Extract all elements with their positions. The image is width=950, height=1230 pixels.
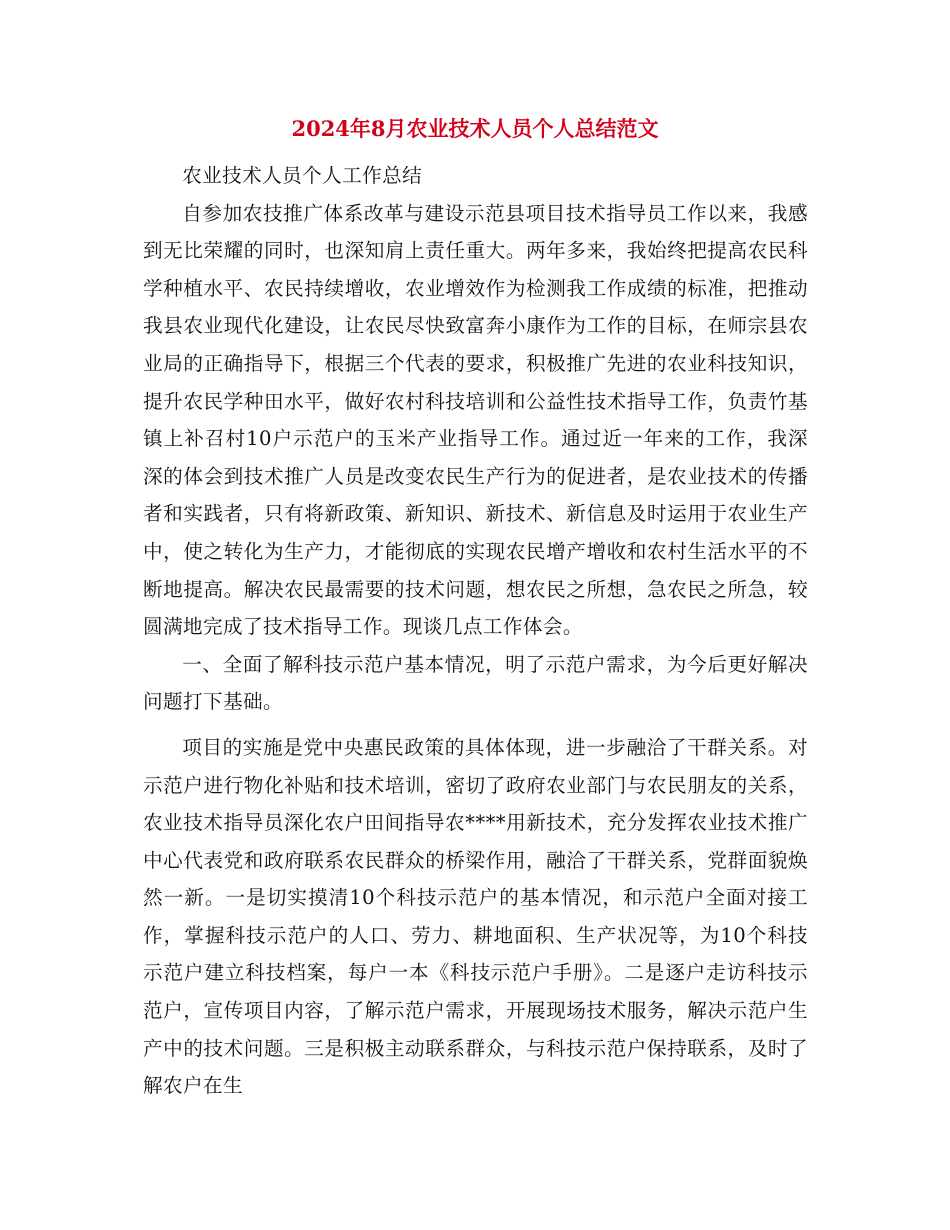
paragraph-spacer	[143, 721, 808, 729]
document-body	[143, 157, 808, 1105]
section-heading-1: 一、全面了解科技示范户基本情况，明了示范户需求，为今后更好解决问题打下基础。	[143, 652, 808, 714]
document-subtitle: 农业技术人员个人工作总结	[182, 164, 423, 187]
document-title: 2024年8月农业技术人员个人总结范文	[291, 116, 659, 141]
paragraph-section-1: 项目的实施是党中央惠民政策的具体体现，进一步融洽了干群关系。对示范户进行物化补贴和技术培训，密切了政府农业部门与农民朋友的关系，农业技术指导员深化农户田间指导农****用新技术，充分发挥农业技术推广中心代表党和政府联系农民群众的桥梁作用，融洽了干群关系，党群面貌焕然一新。一是切实摸清10个科技示范户的基本情况，和示范户全面对接工作，掌握科技示范户的人口、劳力、耕地面积、生产状况等，为10个科技示范户建立科技档案，每户一本《科技示范户手册》。二是逐户走访科技示范户，宣传项目内容，了解示范户需求，开展现场技术服务，解决示范户生产中的技术问题。三是积极主动联系群众，与科技示范户保持联系，及时了解农户在生	[143, 735, 808, 1098]
paragraph-intro: 自参加农技推广体系改革与建设示范县项目技术指导员工作以来，我感到无比荣耀的同时，也深知肩上责任重大。两年多来，我始终把提高农民科学种植水平、农民持续增收，农业增效作为检测我工作成绩的标准，把推动我县农业现代化建设，让农民尽快致富奔小康作为工作的目标，在师宗县农业局的正确指导下，根据三个代表的要求，积极推广先进的农业科技知识，提升农民学种田水平，做好农村科技培训和公益性技术指导工作，负责竹基镇上补召村10户示范户的玉米产业指导工作。通过近一年来的工作，我深深的体会到技术推广人员是改变农民生产行为的促进者，是农业技术的传播者和实践者，只有将新政策、新知识、新技术、新信息及时运用于农业生产中，使之转化为生产力，才能彻底的实现农民增产增收和农村生活水平的不断地提高。解决农民最需要的技术问题，想农民之所想，急农民之所急，较圆满地完成了技术指导工作。现谈几点工作体会。	[143, 201, 808, 639]
